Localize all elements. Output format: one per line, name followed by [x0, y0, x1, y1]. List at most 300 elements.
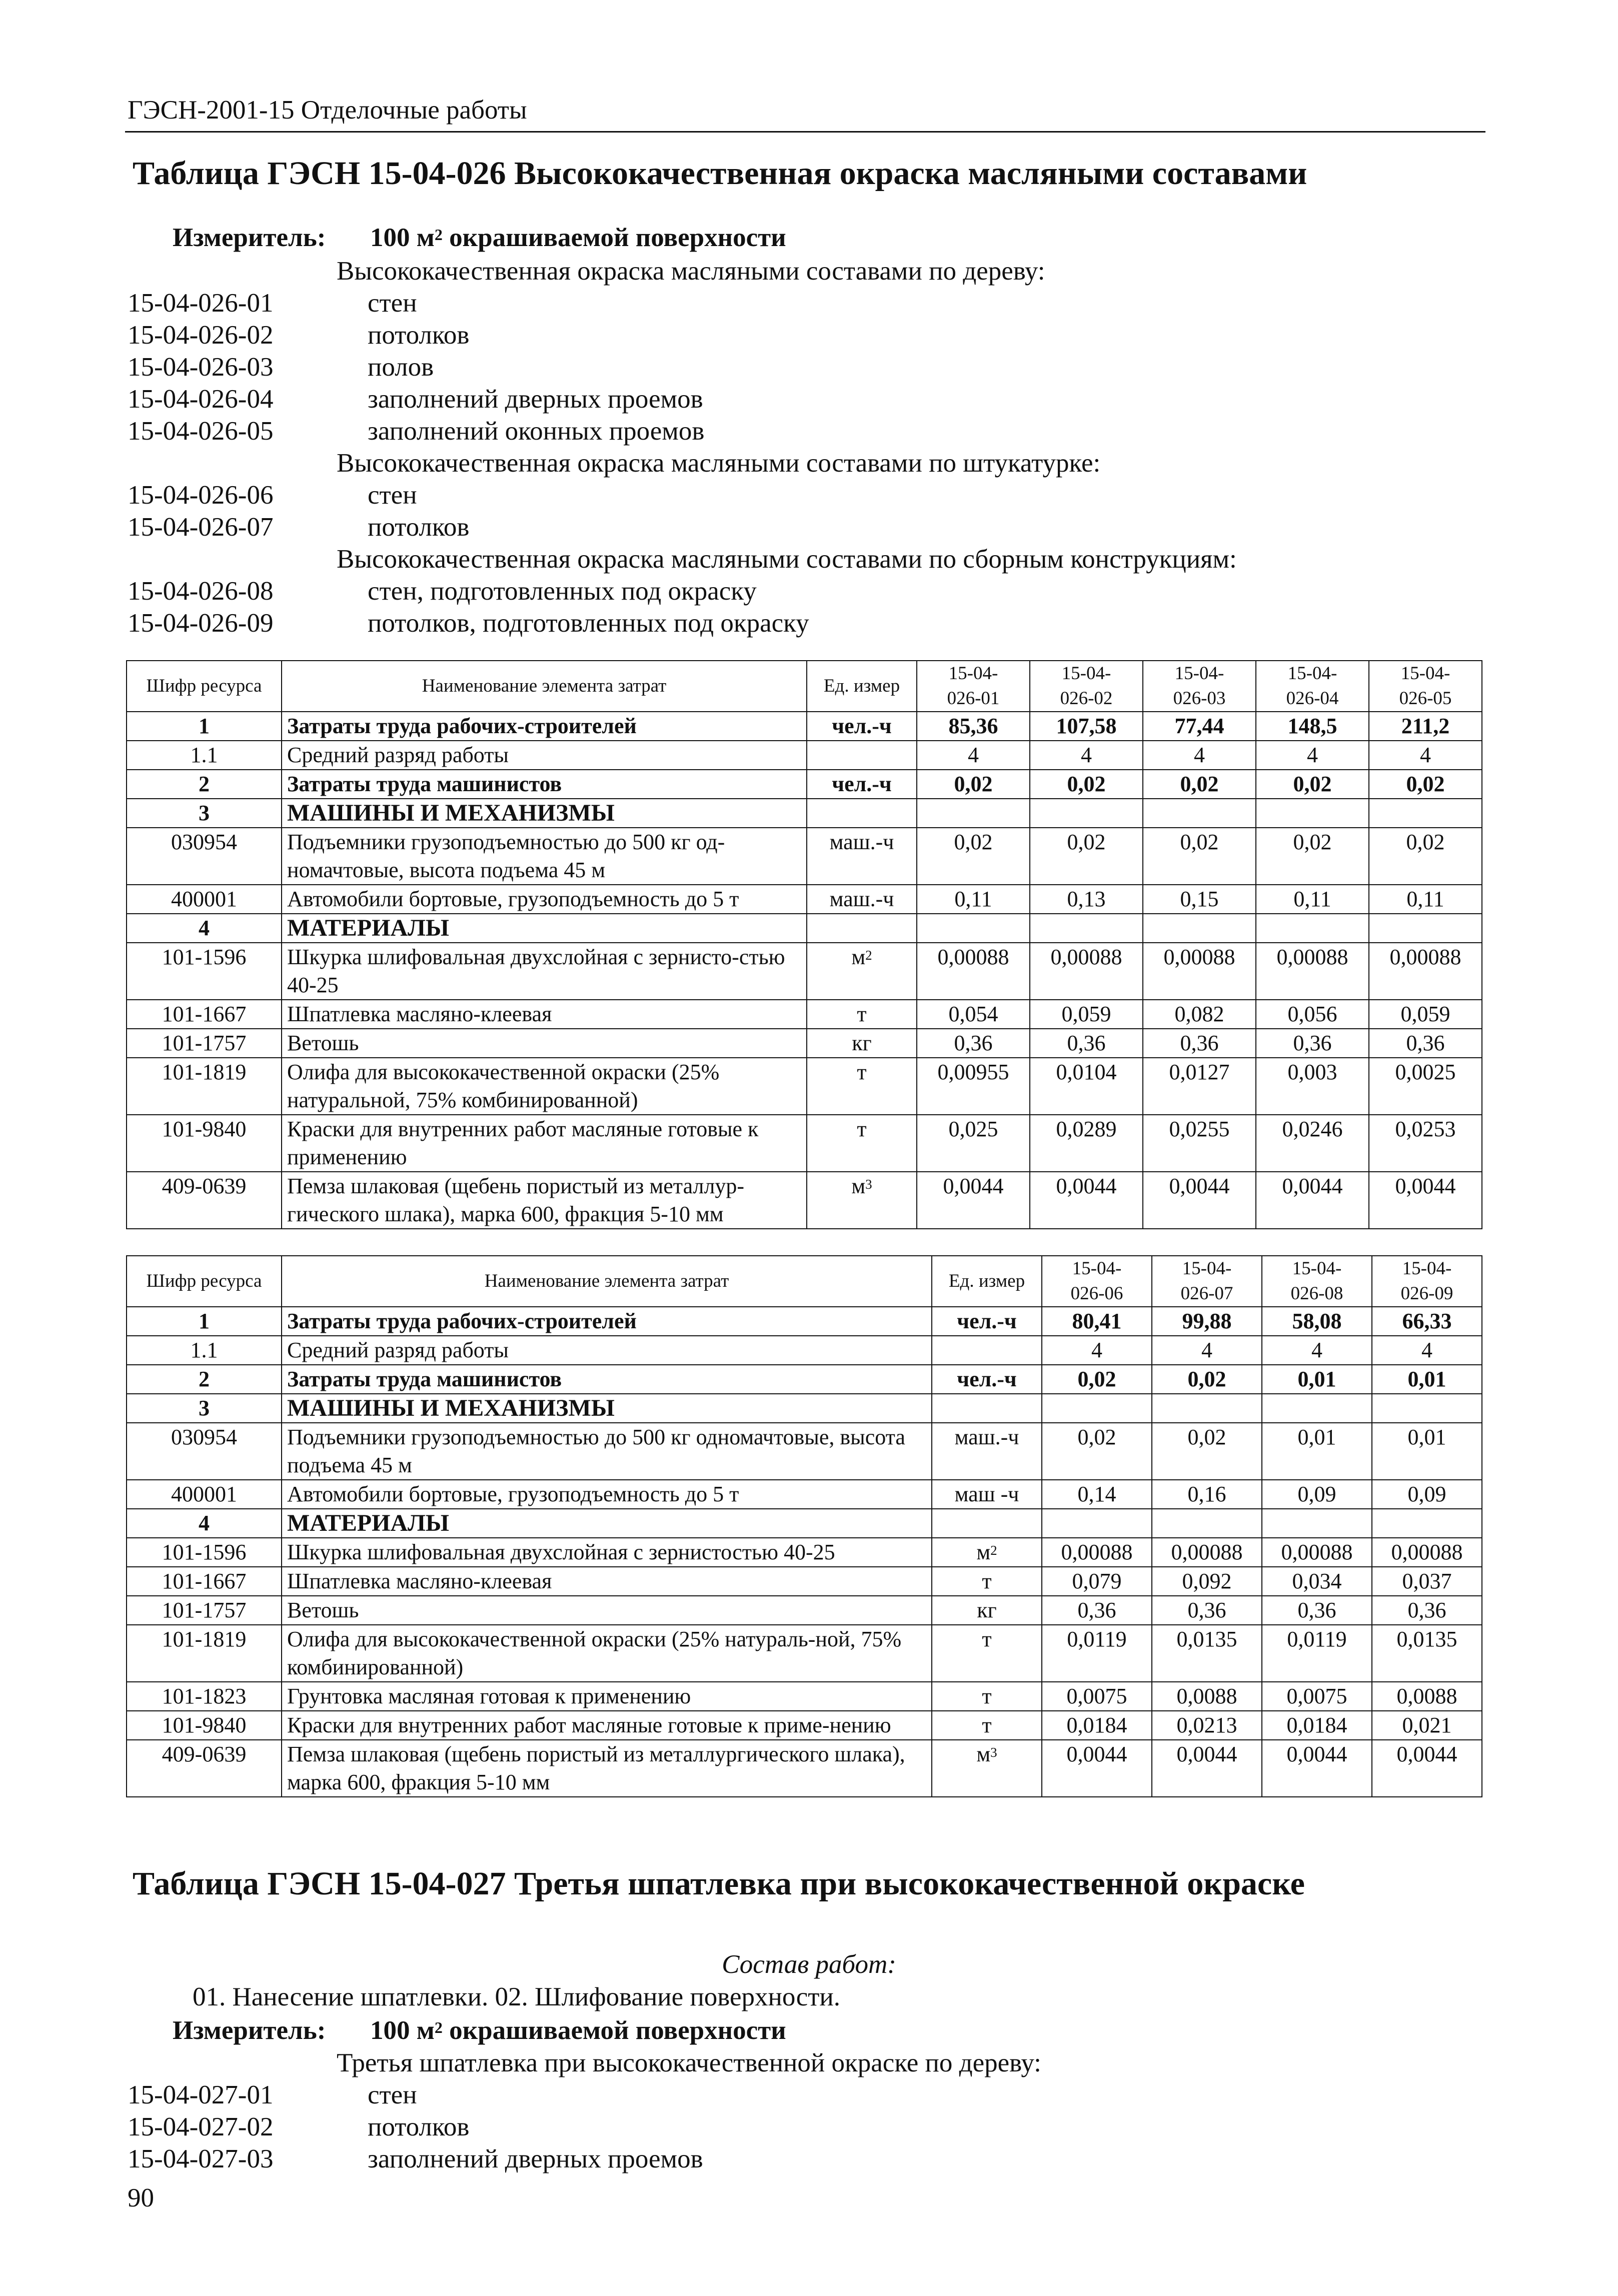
code-list-026	[128, 255, 1478, 639]
norm-value: 0,02	[1369, 770, 1482, 799]
unit-value: кг	[977, 1598, 997, 1622]
unit-value: т	[982, 1569, 992, 1593]
norm-item: потолков	[368, 321, 470, 350]
norm-value: 0,092	[1152, 1567, 1262, 1596]
resource-name: Автомобили бортовые, грузоподъемность до 5 т	[282, 885, 807, 914]
norm-value	[1143, 914, 1256, 943]
norm-value: 0,01	[1372, 1365, 1482, 1394]
norm-value	[1030, 799, 1143, 828]
unit-cell	[807, 1000, 917, 1029]
unit-cell	[807, 741, 917, 770]
norm-value: 0,01	[1262, 1423, 1372, 1480]
table-row	[127, 1596, 1482, 1625]
resource-name: Затраты труда рабочих-строителей	[282, 712, 807, 741]
norm-item: потолков, подготовленных под окраску	[368, 609, 809, 638]
norm-value: 4	[1152, 1336, 1262, 1365]
norm-value: 58,08	[1262, 1307, 1372, 1336]
code-list-item	[128, 2143, 1478, 2175]
column-header: 15-04- 026-06	[1042, 1256, 1152, 1307]
meter-value: 100 $м^2$ окрашиваемой поверхности	[370, 223, 786, 252]
norm-value: 0,36	[917, 1029, 1030, 1058]
unit-cell	[932, 1423, 1042, 1480]
norm-value	[1262, 1394, 1372, 1423]
resource-table-026-06-09	[126, 1255, 1482, 1797]
norm-value: 0,0044	[1256, 1172, 1369, 1229]
resource-name: Средний разряд работы	[282, 1336, 932, 1365]
norm-value: 0,0127	[1143, 1058, 1256, 1115]
table-row	[127, 914, 1482, 943]
resource-name: Пемза шлаковая (щебень пористый из металлургического шлака), марка 600, фракция 5-10 мм	[282, 1740, 932, 1797]
unit-value: т	[982, 1684, 992, 1708]
unit-value: т	[857, 1117, 867, 1141]
meter-label: Измеритель:	[173, 2016, 326, 2045]
norm-value: 99,88	[1152, 1307, 1262, 1336]
norm-value	[1030, 914, 1143, 943]
resource-name: Шкурка шлифовальная двухслойная с зернисто-стью 40-25	[282, 943, 807, 1000]
column-header: 15-04- 026-02	[1030, 661, 1143, 712]
norm-value: 0,0044	[1262, 1740, 1372, 1797]
norm-value: 0,059	[1369, 1000, 1482, 1029]
resource-name: Шпатлевка масляно-клеевая	[282, 1567, 932, 1596]
table-row	[127, 1480, 1482, 1509]
resource-code: 3	[127, 799, 282, 828]
norm-value	[917, 914, 1030, 943]
column-header: Наименование элемента затрат	[282, 1256, 932, 1307]
table-026-heading: Таблица ГЭСН 15-04-026 Высококачественная окраска масляными составами	[133, 155, 1307, 192]
norm-value: 0,037	[1372, 1567, 1482, 1596]
unit-value: т	[857, 1002, 867, 1026]
norm-value	[1256, 914, 1369, 943]
norm-value: 0,0025	[1369, 1058, 1482, 1115]
resource-name: Краски для внутренних работ масляные готовые к приме-нению	[282, 1711, 932, 1740]
unit-value: чел.-ч	[832, 714, 892, 738]
norm-value: 80,41	[1042, 1307, 1152, 1336]
norm-value: 0,02	[1030, 828, 1143, 885]
column-header: 15-04- 026-01	[917, 661, 1030, 712]
resource-code: 2	[127, 770, 282, 799]
table-027-heading: Таблица ГЭСН 15-04-027 Третья шпатлевка при высококачественной окраске	[133, 1865, 1305, 1902]
norm-code: 15-04-027-01	[128, 2080, 274, 2109]
unit-cell	[932, 1538, 1042, 1567]
unit-value: м	[851, 945, 866, 969]
column-header: Шифр ресурса	[127, 1256, 282, 1307]
unit-superscript: 3	[990, 1745, 997, 1760]
column-header: Наименование элемента затрат	[282, 661, 807, 712]
norm-value: 0,0213	[1152, 1711, 1262, 1740]
norm-value: 0,02	[1030, 770, 1143, 799]
resource-code: 101-1757	[127, 1029, 282, 1058]
norm-value: 0,021	[1372, 1711, 1482, 1740]
norm-value: 0,054	[917, 1000, 1030, 1029]
norm-value: 0,0088	[1152, 1682, 1262, 1711]
norm-value: 107,58	[1030, 712, 1143, 741]
resource-code: 409-0639	[127, 1740, 282, 1797]
norm-value: 0,00088	[1372, 1538, 1482, 1567]
norm-value: 0,36	[1030, 1029, 1143, 1058]
unit-cell	[807, 828, 917, 885]
norm-value: 148,5	[1256, 712, 1369, 741]
table-row	[127, 770, 1482, 799]
norm-value: 0,02	[917, 770, 1030, 799]
unit-cell	[932, 1336, 1042, 1365]
unit-cell	[807, 770, 917, 799]
code-list-item	[128, 2111, 1478, 2143]
norm-value	[1042, 1509, 1152, 1538]
resource-code: 101-1667	[127, 1000, 282, 1029]
unit-value: маш -ч	[954, 1482, 1019, 1506]
norm-code: 15-04-027-02	[128, 2112, 274, 2141]
code-list-item	[128, 287, 1478, 319]
norm-value: 0,00088	[1256, 943, 1369, 1000]
norm-value: 0,0044	[1369, 1172, 1482, 1229]
code-group-title: Высококачественная окраска масляными составами по сборным конструкциям:	[337, 545, 1237, 574]
table-row	[127, 1115, 1482, 1172]
resource-name: Олифа для высококачественной окраски (25% натураль-ной, 75% комбинированной)	[282, 1625, 932, 1682]
norm-value: 0,0119	[1262, 1625, 1372, 1682]
unit-cell	[807, 943, 917, 1000]
resource-code: 101-9840	[127, 1711, 282, 1740]
norm-value: 0,15	[1143, 885, 1256, 914]
unit-cell	[807, 1172, 917, 1229]
norm-value: 0,00088	[1030, 943, 1143, 1000]
resource-table-026-01-05	[126, 660, 1482, 1229]
unit-superscript: 2	[865, 948, 872, 963]
unit-cell	[932, 1596, 1042, 1625]
page-number: 90	[128, 2183, 154, 2212]
norm-value: 0,16	[1152, 1480, 1262, 1509]
composition-text: 01. Нанесение шпатлевки. 02. Шлифование поверхности.	[193, 1982, 841, 2011]
norm-value: 0,36	[1042, 1596, 1152, 1625]
norm-item: стен, подготовленных под окраску	[368, 577, 757, 606]
resource-code: 101-1819	[127, 1625, 282, 1682]
resource-code: 030954	[127, 828, 282, 885]
table-row	[127, 1509, 1482, 1538]
norm-value	[1042, 1394, 1152, 1423]
table-row	[127, 1172, 1482, 1229]
resource-name: Олифа для высококачественной окраски (25% натуральной, 75% комбинированной)	[282, 1058, 807, 1115]
unit-value: маш.-ч	[829, 887, 894, 911]
unit-cell	[807, 1029, 917, 1058]
norm-value: 0,0184	[1262, 1711, 1372, 1740]
table-row	[127, 799, 1482, 828]
norm-value: 66,33	[1372, 1307, 1482, 1336]
column-header: 15-04- 026-03	[1143, 661, 1256, 712]
meter-label: Измеритель:	[173, 223, 326, 252]
resource-name: Средний разряд работы	[282, 741, 807, 770]
norm-value: 0,36	[1372, 1596, 1482, 1625]
unit-cell	[932, 1394, 1042, 1423]
norm-value: 0,02	[1143, 828, 1256, 885]
table-row	[127, 1307, 1482, 1336]
table-row	[127, 885, 1482, 914]
norm-value: 0,02	[1256, 828, 1369, 885]
code-list-item	[128, 415, 1478, 447]
norm-value: 0,11	[1256, 885, 1369, 914]
norm-value: 0,02	[1042, 1423, 1152, 1480]
norm-value: 0,11	[1369, 885, 1482, 914]
norm-item: стен	[368, 481, 417, 510]
unit-value: маш.-ч	[954, 1425, 1019, 1449]
resource-code: 400001	[127, 1480, 282, 1509]
norm-value: 0,0246	[1256, 1115, 1369, 1172]
unit-cell	[807, 914, 917, 943]
norm-value: 4	[1030, 741, 1143, 770]
norm-value: 0,11	[917, 885, 1030, 914]
code-group-title: Высококачественная окраска масляными составами по штукатурке:	[337, 449, 1101, 478]
norm-value: 0,36	[1152, 1596, 1262, 1625]
norm-value: 0,082	[1143, 1000, 1256, 1029]
table-row	[127, 828, 1482, 885]
norm-value: 0,0184	[1042, 1711, 1152, 1740]
code-list-item	[128, 511, 1478, 543]
norm-value: 4	[917, 741, 1030, 770]
norm-value: 0,00088	[1369, 943, 1482, 1000]
unit-cell	[932, 1625, 1042, 1682]
norm-value: 0,0044	[1030, 1172, 1143, 1229]
meter-026	[173, 220, 786, 255]
resource-name: Подъемники грузоподъемностью до 500 кг од-номачтовые, высота подъема 45 м	[282, 828, 807, 885]
unit-value: т	[982, 1713, 992, 1737]
unit-value: чел.-ч	[832, 772, 892, 796]
norm-value: 0,01	[1372, 1423, 1482, 1480]
resource-code: 1	[127, 1307, 282, 1336]
norm-value: 77,44	[1143, 712, 1256, 741]
resource-code: 101-1596	[127, 943, 282, 1000]
table-row	[127, 1394, 1482, 1423]
norm-value: 0,00955	[917, 1058, 1030, 1115]
table-row	[127, 1336, 1482, 1365]
norm-value: 0,0255	[1143, 1115, 1256, 1172]
unit-value: чел.-ч	[957, 1309, 1017, 1333]
norm-value: 211,2	[1369, 712, 1482, 741]
meter-value: 100 $м^2$ окрашиваемой поверхности	[370, 2016, 786, 2045]
unit-cell	[932, 1567, 1042, 1596]
resource-code: 101-1757	[127, 1596, 282, 1625]
norm-value: 0,0253	[1369, 1115, 1482, 1172]
norm-code: 15-04-026-01	[128, 289, 274, 318]
norm-value: 0,36	[1256, 1029, 1369, 1058]
unit-cell	[807, 712, 917, 741]
resource-code: 030954	[127, 1423, 282, 1480]
norm-code: 15-04-026-07	[128, 513, 274, 542]
unit-cell	[932, 1682, 1042, 1711]
norm-value: 0,0044	[1372, 1740, 1482, 1797]
norm-value: 0,0044	[1152, 1740, 1262, 1797]
code-list-item	[128, 319, 1478, 351]
resource-code: 4	[127, 1509, 282, 1538]
table-row	[127, 1058, 1482, 1115]
norm-value: 0,00088	[1143, 943, 1256, 1000]
table-row	[127, 1365, 1482, 1394]
table-row	[127, 943, 1482, 1000]
norm-value: 0,0044	[1042, 1740, 1152, 1797]
norm-value: 0,059	[1030, 1000, 1143, 1029]
norm-value: 0,13	[1030, 885, 1143, 914]
norm-value: 0,09	[1262, 1480, 1372, 1509]
norm-value: 4	[1262, 1336, 1372, 1365]
resource-code: 409-0639	[127, 1172, 282, 1229]
norm-value: 4	[1256, 741, 1369, 770]
column-header: 15-04- 026-05	[1369, 661, 1482, 712]
norm-item: заполнений оконных проемов	[368, 417, 705, 446]
norm-value: 4	[1042, 1336, 1152, 1365]
norm-value: 0,14	[1042, 1480, 1152, 1509]
norm-item: потолков	[368, 2112, 470, 2141]
column-header: 15-04- 026-08	[1262, 1256, 1372, 1307]
norm-code: 15-04-026-02	[128, 321, 274, 350]
resource-code: 101-1596	[127, 1538, 282, 1567]
unit-cell	[807, 885, 917, 914]
norm-item: потолков	[368, 513, 470, 542]
resource-code: 101-9840	[127, 1115, 282, 1172]
table-row	[127, 1538, 1482, 1567]
norm-value: 0,079	[1042, 1567, 1152, 1596]
resource-name: Автомобили бортовые, грузоподъемность до 5 т	[282, 1480, 932, 1509]
norm-value: 0,02	[1143, 770, 1256, 799]
composition-title: Состав работ:	[722, 1950, 896, 1979]
norm-value: 0,00088	[1152, 1538, 1262, 1567]
resource-code: 1.1	[127, 741, 282, 770]
resource-name: Пемза шлаковая (щебень пористый из металлур-гического шлака), марка 600, фракция 5-10 мм	[282, 1172, 807, 1229]
resource-name: Затраты труда рабочих-строителей	[282, 1307, 932, 1336]
header-rule	[125, 131, 1485, 133]
norm-value: 0,0088	[1372, 1682, 1482, 1711]
norm-item: заполнений дверных проемов	[368, 385, 703, 414]
unit-cell	[932, 1711, 1042, 1740]
code-list-item	[128, 575, 1478, 607]
resource-name: Шпатлевка масляно-клеевая	[282, 1000, 807, 1029]
resource-name: Затраты труда машинистов	[282, 1365, 932, 1394]
norm-value: 0,0044	[1143, 1172, 1256, 1229]
norm-code: 15-04-026-06	[128, 481, 274, 510]
resource-code: 4	[127, 914, 282, 943]
unit-value: т	[857, 1060, 867, 1084]
norm-value: 0,0075	[1262, 1682, 1372, 1711]
norm-value: 0,02	[1152, 1365, 1262, 1394]
norm-value: 0,02	[1042, 1365, 1152, 1394]
norm-value: 0,0135	[1152, 1625, 1262, 1682]
resource-name: Подъемники грузоподъемностью до 500 кг одномачтовые, высота подъема 45 м	[282, 1423, 932, 1480]
norm-code: 15-04-027-03	[128, 2144, 274, 2173]
norm-value	[1143, 799, 1256, 828]
unit-superscript: 2	[990, 1543, 997, 1558]
meter-027	[173, 2013, 786, 2048]
code-list-item	[128, 607, 1478, 639]
norm-value	[917, 799, 1030, 828]
resource-code: 400001	[127, 885, 282, 914]
resource-name: Ветошь	[282, 1029, 807, 1058]
table-row	[127, 1682, 1482, 1711]
unit-value: чел.-ч	[957, 1367, 1017, 1391]
resource-code: 101-1667	[127, 1567, 282, 1596]
norm-value: 0,0289	[1030, 1115, 1143, 1172]
unit-cell	[932, 1365, 1042, 1394]
resource-code: 3	[127, 1394, 282, 1423]
table-row	[127, 1740, 1482, 1797]
resource-name: Шкурка шлифовальная двухслойная с зернистостью 40-25	[282, 1538, 932, 1567]
norm-value: 4	[1372, 1336, 1482, 1365]
norm-value	[1152, 1509, 1262, 1538]
unit-value: м	[851, 1174, 866, 1198]
resource-name: Грунтовка масляная готовая к применению	[282, 1682, 932, 1711]
unit-cell	[807, 1058, 917, 1115]
norm-item: заполнений дверных проемов	[368, 2144, 703, 2173]
column-header: 15-04- 026-09	[1372, 1256, 1482, 1307]
resource-name: МАТЕРИАЛЫ	[282, 914, 807, 943]
norm-value	[1372, 1509, 1482, 1538]
resource-code: 101-1823	[127, 1682, 282, 1711]
column-header: Ед. измер	[807, 661, 917, 712]
code-list-item	[128, 351, 1478, 383]
table-row	[127, 712, 1482, 741]
norm-value: 0,056	[1256, 1000, 1369, 1029]
unit-cell	[932, 1740, 1042, 1797]
norm-value	[1369, 799, 1482, 828]
norm-value	[1372, 1394, 1482, 1423]
code-group-title: Третья шпатлевка при высококачественной окраске по дереву:	[337, 2048, 1041, 2077]
resource-name: Краски для внутренних работ масляные готовые к применению	[282, 1115, 807, 1172]
unit-value: кг	[852, 1031, 872, 1055]
table-row	[127, 1423, 1482, 1480]
norm-code: 15-04-026-04	[128, 385, 274, 414]
unit-cell	[807, 1115, 917, 1172]
table-row	[127, 1000, 1482, 1029]
norm-value: 0,36	[1262, 1596, 1372, 1625]
norm-value	[1369, 914, 1482, 943]
code-group-title: Высококачественная окраска масляными составами по дереву:	[337, 257, 1045, 286]
norm-item: полов	[368, 353, 434, 382]
norm-value: 0,01	[1262, 1365, 1372, 1394]
resource-name: МАШИНЫ И МЕХАНИЗМЫ	[282, 1394, 932, 1423]
table-row	[127, 1567, 1482, 1596]
unit-cell	[932, 1509, 1042, 1538]
norm-code: 15-04-026-09	[128, 609, 274, 638]
unit-value: маш.-ч	[829, 830, 894, 854]
norm-value: 4	[1143, 741, 1256, 770]
norm-value: 0,034	[1262, 1567, 1372, 1596]
norm-value: 0,02	[1256, 770, 1369, 799]
resource-name: МАШИНЫ И МЕХАНИЗМЫ	[282, 799, 807, 828]
code-list-item	[128, 479, 1478, 511]
resource-code: 2	[127, 1365, 282, 1394]
norm-value: 0,00088	[1042, 1538, 1152, 1567]
norm-value: 85,36	[917, 712, 1030, 741]
code-list-item	[128, 383, 1478, 415]
unit-cell	[932, 1480, 1042, 1509]
norm-code: 15-04-026-05	[128, 417, 274, 446]
unit-cell	[807, 799, 917, 828]
code-list-item	[128, 2079, 1478, 2111]
unit-value: м	[976, 1742, 991, 1766]
norm-value	[1256, 799, 1369, 828]
column-header: Ед. измер	[932, 1256, 1042, 1307]
table-row	[127, 1711, 1482, 1740]
resource-name: Затраты труда машинистов	[282, 770, 807, 799]
table-row	[127, 741, 1482, 770]
norm-value: 0,0075	[1042, 1682, 1152, 1711]
unit-superscript: 3	[865, 1177, 872, 1192]
norm-value: 0,00088	[1262, 1538, 1372, 1567]
unit-value: т	[982, 1627, 992, 1651]
norm-value: 0,0119	[1042, 1625, 1152, 1682]
norm-value: 0,02	[1152, 1423, 1262, 1480]
norm-value: 0,09	[1372, 1480, 1482, 1509]
norm-value: 0,003	[1256, 1058, 1369, 1115]
norm-value: 0,0044	[917, 1172, 1030, 1229]
column-header: 15-04- 026-07	[1152, 1256, 1262, 1307]
norm-value: 0,36	[1143, 1029, 1256, 1058]
column-header: 15-04- 026-04	[1256, 661, 1369, 712]
